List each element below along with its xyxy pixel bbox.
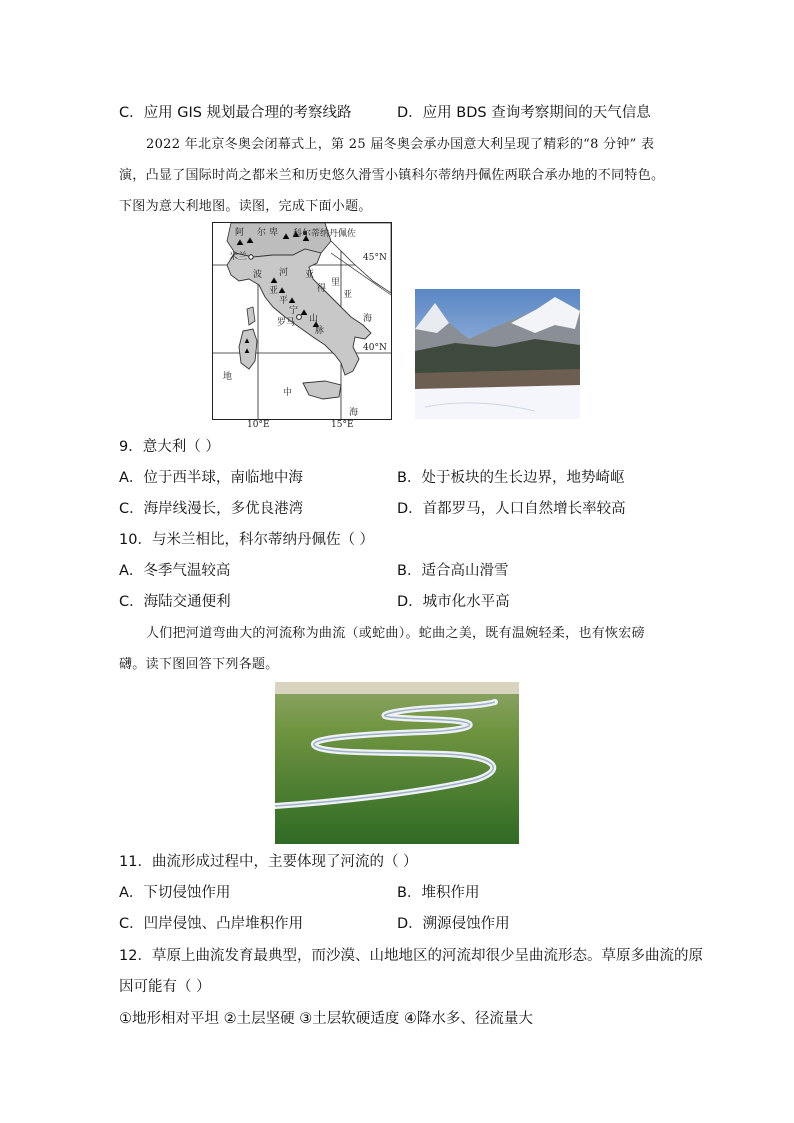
q8-option-d: D．应用 BDS 查询考察期间的天气信息 [397,105,651,121]
passage1-line1: 2022 年北京冬奥会闭幕式上，第 25 届冬奥会承办国意大利呈现了精彩的“8 分钟” 表 [146,137,655,152]
map-label-alps2: 尔 [257,228,267,238]
q11-option-a: A．下切侵蚀作用 [119,885,231,901]
sicily [303,381,341,399]
q12-options: ①地形相对平坦 ②土层坚硬 ③土层软硬适度 ④降水多、径流量大 [119,1011,533,1027]
q9-stem: 9．意大利（ ） [119,439,220,455]
q11-option-c: C．凹岸侵蚀、凸岸堆积作用 [119,916,304,932]
map-label-med2: 中 [283,388,293,398]
italy-map [212,222,392,420]
map-label-apennine4: 山 [309,314,319,324]
q10-option-b: B．适合高山滑雪 [397,563,509,579]
map-label-rome: 罗马 [277,318,296,328]
map-label-adriatic5: 海 [363,314,373,324]
map-label-alps1: 阿 [235,228,245,238]
map-label-river: 河 [279,268,289,278]
map-label-lon15: 15°E [331,420,354,430]
map-label-lat45: 45°N [363,253,387,263]
q8-option-c: C．应用 GIS 规划最合理的考察线路 [119,105,352,121]
map-label-adriatic2: 得 [317,284,327,294]
map-label-po: 波 [253,270,263,280]
map-label-adriatic3: 里 [331,278,341,288]
map-label-med3: 海 [349,408,359,418]
cortina-photo-svg [415,289,580,419]
map-label-lat40: 40°N [363,343,387,353]
passage2-line2: 礴。读下图回答下列各题。 [119,657,279,672]
q9-option-c: C．海岸线漫长，多优良港湾 [119,501,304,517]
map-label-lon10: 10°E [247,420,270,430]
q10-option-d: D．城市化水平高 [397,594,510,610]
map-label-alps3: 卑 [269,228,279,238]
q11-option-b: B．堆积作用 [397,885,480,901]
q10-option-c: C．海陆交通便利 [119,594,231,610]
map-label-milan: 米兰 [229,252,248,262]
q11-stem: 11．曲流形成过程中，主要体现了河流的（ ） [119,854,418,870]
q9-option-d: D．首都罗马，人口自然增长率较高 [397,501,626,517]
map-label-apennine3: 宁 [289,306,299,316]
map-label-apennine5: 脉 [315,326,325,336]
q10-option-a: A．冬季气温较高 [119,563,231,579]
map-label-adriatic4: 亚 [343,290,353,300]
q9-option-a: A．位于西半球，南临地中海 [119,470,303,486]
passage1-line2: 演，凸显了国际时尚之都米兰和历史悠久滑雪小镇科尔蒂纳丹佩佐两联合承办地的不同特色。 [119,168,665,183]
passage1-line3: 下图为意大利地图。读图，完成下面小题。 [119,199,372,214]
map-label-cortina: 科尔蒂纳丹佩佐 [293,229,357,239]
q12-stem-line1: 12．草原上曲流发育最典型，而沙漠、山地地区的河流却很少呈曲流形态。草原多曲流的原 [119,948,703,964]
cortina-photo [415,289,580,419]
q12-stem-line2: 因可能有（ ） [119,979,211,995]
passage2-line1: 人们把河道弯曲大的河流称为曲流（或蛇曲）。蛇曲之美，既有温婉轻柔，也有恢宏磅 [146,626,645,641]
q11-option-d: D．溯源侵蚀作用 [397,916,510,932]
map-label-apennine1: 亚 [269,286,279,296]
q9-option-b: B．处于板块的生长边界，地势崎岖 [397,470,625,486]
corsica [247,307,255,325]
meander-photo-svg [275,682,519,844]
q10-stem: 10．与米兰相比，科尔蒂纳丹佩佐（ ） [119,532,375,548]
map-label-med1: 地 [223,372,233,382]
map-label-apennine2: 平 [279,296,289,306]
sardinia [239,329,257,369]
meander-photo [275,682,519,844]
milan-marker [249,255,253,259]
map-label-adriatic1: 亚 [305,270,315,280]
